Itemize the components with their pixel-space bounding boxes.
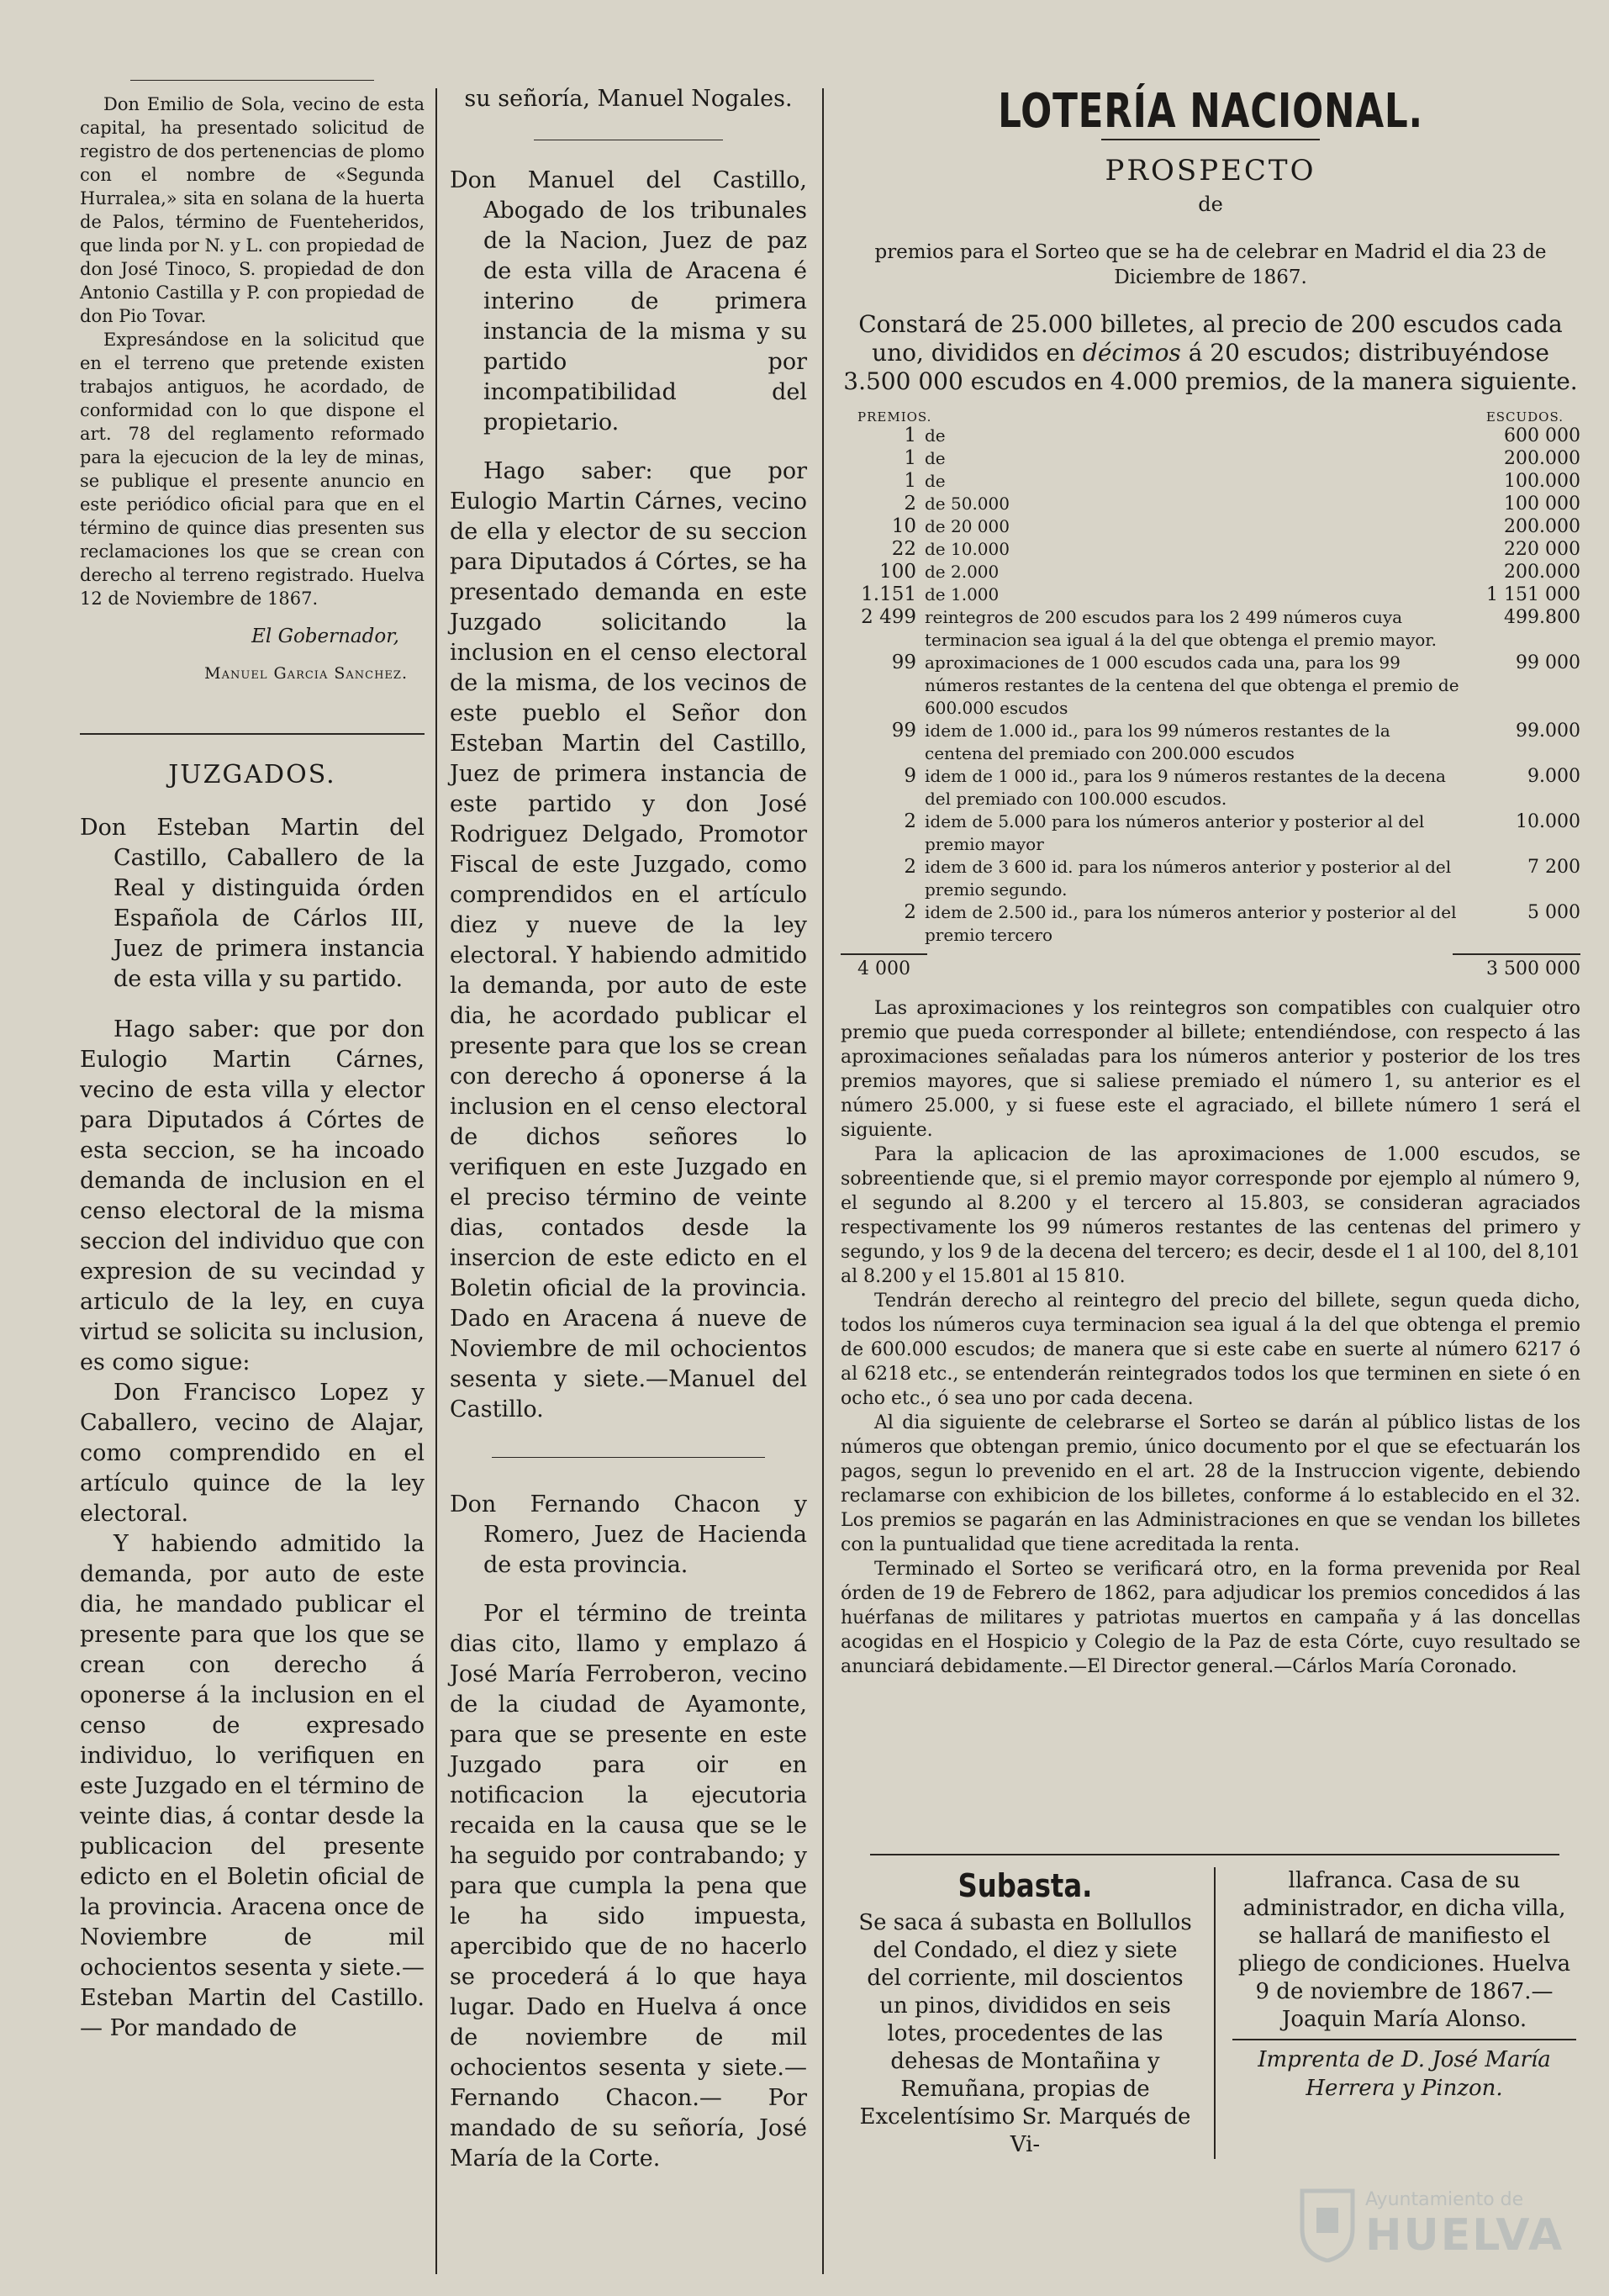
subasta-text-a: Se saca á subasta en Bollullos del Condado, el diez y siete del corriente, mil doscientos un pinos, divididos en seis lotes, procedentes de las dehesas de Montañina y Remuñana, propias de Excelentísimo Sr. Marqués de Vi- (858, 1910, 1192, 2157)
column-1 (80, 80, 425, 2044)
prize-description: idem de 1.000 id., para los 99 números restantes de la centena del premiado con 200.000 escudos (925, 720, 1390, 763)
column-divider-2 (822, 88, 824, 2274)
prize-description: aproximaciones de 1 000 escudos cada una, para los 99 números restantes de la centena del que obtenga el premio de 600.000 escudos (925, 652, 1459, 718)
prize-amount: 5 000 (1527, 902, 1580, 923)
prize-row (841, 425, 1580, 447)
watermark-big: HUELVA (1365, 2209, 1564, 2261)
prize-amount: 220 000 (1504, 539, 1580, 560)
subasta-columns (853, 1867, 1576, 2159)
prize-amount: 9.000 (1527, 766, 1580, 787)
prize-count: 2 (904, 856, 916, 878)
mining-notice (80, 92, 425, 610)
edict-castillo (450, 166, 807, 1425)
prize-row (841, 652, 1580, 720)
condition-paragraph: Para la aplicacion de las aproximaciones de 1.000 escudos, se sobreentiende que, si el premio mayor corresponde por ejemplo al número 9, el segundo al 8.200 y el tercero al 15.803, se consideran agraciados respectivamente los 99 números restantes de las centenas del primero y segundo, y los 9 de la decena del tercero; es decir, desde el 1 al 100, del 8,101 al 8.200 y el 15.801 al 15 810. (841, 1144, 1580, 1287)
condition-paragraph: Terminado el Sorteo se verificará otro, en la forma prevenida por Real órden de 19 de Febrero de 1862, para adjudicar los premios concedidos á las huérfanas de militares y patriotas muertos en campaña y á las doncellas acogidas en el Hospicio y Colegio de la Paz de esta Córte, cuyo resultado se anunciará debidamente.—El Director general.—Cárlos María Coronado. (841, 1559, 1580, 1677)
summary-part: Constará de 25.000 billetes, al precio de 200 escudos cada uno, divididos en (858, 310, 1563, 367)
prize-row (841, 765, 1580, 810)
prize-count: 99 (891, 720, 916, 742)
prize-table (841, 425, 1580, 947)
prize-count: 1 (904, 470, 916, 492)
prize-description: de 50.000 (925, 494, 1010, 514)
prize-count: 2 (904, 810, 916, 832)
edict-paragraph: Don Francisco Lopez y Caballero, vecino de Alajar, como comprendido en el artículo quince de la ley electoral. (80, 1380, 425, 1527)
prize-row (841, 606, 1580, 652)
subasta-right (1214, 1867, 1576, 2159)
prospecto-heading: PROSPECTO (1105, 154, 1316, 187)
notice-paragraph: Expresándose en la solicitud que en el terreno que pretende existen trabajos antiguos, he acordado, de conformidad con lo que dispone el art. 78 del reglamento reformado para la ejecucion de la ley de minas, se publique el presente anuncio en este periódico oficial para que en el término de quince dias presenten sus reclamaciones los que se crean con derecho al terreno registrado. Huelva 12 de Noviembre de 1867. (80, 330, 425, 609)
prize-count: 2 (904, 493, 916, 515)
prize-amount: 600 000 (1504, 425, 1580, 446)
prize-amount: 7 200 (1527, 857, 1580, 878)
prize-description: de 20 000 (925, 516, 1010, 536)
prize-description: idem de 2.500 id., para los números anterior y posterior al del premio tercero (925, 902, 1457, 945)
prize-amount: 200.000 (1504, 562, 1580, 583)
header-escudos: ESCUDOS. (1485, 409, 1564, 425)
signature-name: Manuel Garcia Sanchez. (204, 664, 408, 683)
prospecto-de: de (1198, 193, 1223, 216)
prize-row (841, 720, 1580, 765)
prize-amount: 200.000 (1504, 448, 1580, 469)
prize-row (841, 447, 1580, 470)
watermark-text (1365, 2189, 1564, 2261)
loteria-conditions (841, 996, 1580, 1679)
prize-amount: 1 151 000 (1486, 584, 1580, 605)
prize-row (841, 493, 1580, 515)
summary-part: á 20 escudos; distribuyéndose 3.500 000 escudos en 4.000 premios, de la manera siguiente. (843, 339, 1578, 395)
prize-amount: 100.000 (1504, 471, 1580, 492)
prize-row (841, 470, 1580, 493)
prize-amount: 99.000 (1516, 720, 1580, 742)
edict-paragraph: Don Esteban Martin del Castillo, Caballero de la Real y distinguida órden Española de Cárlos III, Juez de primera instancia de esta villa y su partido. (80, 815, 425, 992)
prize-amount: 100 000 (1504, 494, 1580, 515)
archive-watermark (1298, 2178, 1575, 2271)
prize-description: idem de 1 000 id., para los 9 números restantes de la decena del premiado con 100.000 escudos. (925, 766, 1446, 809)
prize-count: 100 (879, 561, 916, 583)
prize-amount: 499.800 (1504, 607, 1580, 628)
prize-count: 22 (891, 538, 916, 560)
prize-description: de 1.000 (925, 584, 1000, 604)
rule (492, 1457, 765, 1458)
prize-row (841, 583, 1580, 606)
header-premios: PREMIOS. (857, 409, 932, 425)
subasta-title: Subasta. (957, 1867, 1093, 1904)
signature-title: El Gobernador, (251, 625, 399, 647)
prize-description: de (925, 471, 946, 491)
edict-juzgado (80, 813, 425, 2044)
prize-description: de (925, 425, 946, 446)
rule (80, 733, 425, 735)
notice-paragraph: Don Emilio de Sola, vecino de esta capital, ha presentado solicitud de registro de dos pertenencias de plomo con el nombre de «Segunda Hurralea,» sita en solana de la huerta de Palos, término de Fuenteheridos, que linda por N. y L. con propiedad de don José Tinoco, S. propiedad de don Antonio Castilla y P. con propiedad de don Pio Tovar. (80, 94, 425, 326)
prize-description: reintegros de 200 escudos para los 2 499 números cuya terminacion sea igual á la del que obtenga el premio mayor. (925, 607, 1438, 650)
column-divider-1 (435, 88, 437, 2274)
prize-row (841, 515, 1580, 538)
prize-totals (841, 953, 1580, 979)
prize-count: 2 (904, 901, 916, 923)
prize-row (841, 561, 1580, 583)
total-escudos: 3 500 000 (1453, 953, 1580, 979)
prize-row (841, 901, 1580, 947)
prize-count: 1.151 (861, 583, 916, 605)
section-heading: JUZGADOS. (168, 760, 336, 789)
condition-paragraph: Tendrán derecho al reintegro del precio del billete, segun queda dicho, todos los números cuya terminacion sea igual á la del que obtenga el premio de 600.000 escudos; de manera que si este cabe en suerte al número 6217 ó al 6218 etc., se entenderán reintegrados todos los que terminen en siete ó en ocho etc., ó sea uno por cada decena. (841, 1291, 1580, 1409)
prize-amount: 99 000 (1516, 652, 1580, 673)
prize-row (841, 538, 1580, 561)
col2-top-line: su señoría, Manuel Nogales. (464, 86, 793, 112)
prize-count: 1 (904, 425, 916, 446)
column-2 (450, 88, 807, 2174)
loteria-title: LOTERÍA NACIONAL. (998, 84, 1423, 139)
prize-row (841, 810, 1580, 856)
edict-paragraph: Don Manuel del Castillo, Abogado de los tribunales de la Nacion, Juez de paz de esta villa de Aracena é interino de primera instancia de la misma y su partido por incompatibilidad del propietario. (450, 167, 807, 435)
prize-count: 10 (891, 515, 916, 537)
sorteo-description: premios para el Sorteo que se ha de celebrar en Madrid el dia 23 de Diciembre de 1867. (874, 241, 1547, 288)
subasta-left (853, 1867, 1214, 2159)
subasta-text-b: llafranca. Casa de su administrador, en dicha villa, se hallará de manifiesto el pliego de condiciones. Huelva 9 de noviembre de 1867.—Joaquin María Alonso. (1237, 1868, 1571, 2032)
prize-description: de 2.000 (925, 562, 1000, 582)
prize-description: de (925, 448, 946, 468)
prize-description: de 10.000 (925, 539, 1010, 559)
prize-row (841, 856, 1580, 901)
edict-paragraph: Por el término de treinta dias cito, llamo y emplazo á José María Ferroberon, vecino de la ciudad de Ayamonte, para que se presente en este Juzgado para oir en notificacion la ejecutoria recaida en la causa que se le ha seguido por contrabando; y para que cumpla la pena que le ha sido impuesta, apercibido que de no hacerlo se procederá á lo que haya lugar. Dado en Huelva á once de noviembre de mil ochocientos sesenta y siete.—Fernando Chacon.— Por mandado de su señoría, José María de la Corte. (450, 1601, 807, 2172)
prize-count: 9 (904, 765, 916, 787)
loteria-section (841, 84, 1580, 1679)
edict-paragraph: Don Fernando Chacon y Romero, Juez de Hacienda de esta provincia. (450, 1491, 807, 1578)
prize-description: idem de 3 600 id. para los números anterior y posterior al del premio segundo. (925, 857, 1452, 900)
watermark-small: Ayuntamiento de (1365, 2188, 1524, 2210)
prize-count: 2 499 (861, 606, 916, 628)
edict-chacon (450, 1490, 807, 2174)
condition-paragraph: Al dia siguiente de celebrarse el Sorteo se darán al público listas de los números que obtengan premio, único documento por el que se efectuarán los pagos, segun lo prevenido en el art. 28 de la Instruccion vigente, debiendo reclamarse con exhibicion de los billetes, conforme á lo establecido en el 32. Los premios se pagarán en las Administraciones en que se vendan los billetes con la puntualidad que tiene acreditada la renta. (841, 1412, 1580, 1555)
subasta-section (853, 1854, 1576, 2159)
edict-paragraph: Hago saber: que por don Eulogio Martin Cárnes, vecino de esta villa y elector para Diputados á Córtes de esta seccion, se ha incoado demanda de inclusion en el censo electoral de la misma seccion del individuo que con expresion de su vecindad y articulo de la ley, en cuya virtud se solicita su inclusion, es como sigue: (80, 1016, 425, 1375)
edict-paragraph: Y habiendo admitido la demanda, por auto de este dia, he mandado publicar el presente para que los que se crean con derecho á oponerse á la inclusion en el censo de expresado individuo, lo verifiquen en este Juzgado en el término de veinte dias, á contar desde la publicacion del presente edicto en el Boletin oficial de la provincia. Aracena once de Noviembre de mil ochocientos sesenta y siete.—Esteban Martin del Castillo.— Por mandado de (80, 1531, 425, 2041)
total-premios: 4 000 (841, 953, 927, 979)
rule (130, 80, 374, 81)
rule (870, 1854, 1559, 1855)
prize-count: 1 (904, 447, 916, 469)
prize-amount: 10.000 (1516, 811, 1580, 832)
billetes-summary (841, 310, 1580, 396)
prize-amount: 200.000 (1504, 516, 1580, 537)
prize-table-header (841, 409, 1580, 425)
prize-count: 99 (891, 652, 916, 673)
city-shield-icon (1298, 2187, 1357, 2262)
condition-paragraph: Las aproximaciones y los reintegros son compatibles con cualquier otro premio que pueda corresponder al billete; entendiéndose, con respecto á las aproximaciones señaladas para los números anterior y posterior de los tres premios mayores, que si saliese premiado el número 1, su anterior es el número 25.000, y si fuese este el agraciado, el billete número 1 será el siguiente. (841, 998, 1580, 1141)
edict-paragraph: Hago saber: que por Eulogio Martin Cárnes, vecino de ella y elector de su seccion para Diputados á Córtes, se ha presentado demanda en este Juzgado solicitando la inclusion en el censo electoral de la misma, de los vecinos de este pueblo el Señor don Esteban Martin del Castillo, Juez de primera instancia de este partido y don José Rodriguez Delgado, Promotor Fiscal de este Juzgado, como comprendidos en el artículo diez y nueve de la ley electoral. Y habiendo admitido la demanda, por auto de este dia, he acordado publicar el presente para que los se crean con derecho á oponerse á la inclusion en el censo electoral de dichos señores lo verifiquen en este Juzgado en el preciso término de veinte dias, contados desde la insercion de este edicto en el Boletin oficial de la provincia. Dado en Aracena á nueve de Noviembre de mil ochocientos sesenta y siete.—Manuel del Castillo. (450, 458, 807, 1422)
imprint: Imprenta de D. José María Herrera y Pinzon. (1232, 2039, 1576, 2103)
summary-emphasis: décimos (1082, 339, 1181, 367)
rule (1101, 139, 1320, 140)
prize-description: idem de 5.000 para los números anterior y posterior al del premio mayor (925, 811, 1425, 854)
